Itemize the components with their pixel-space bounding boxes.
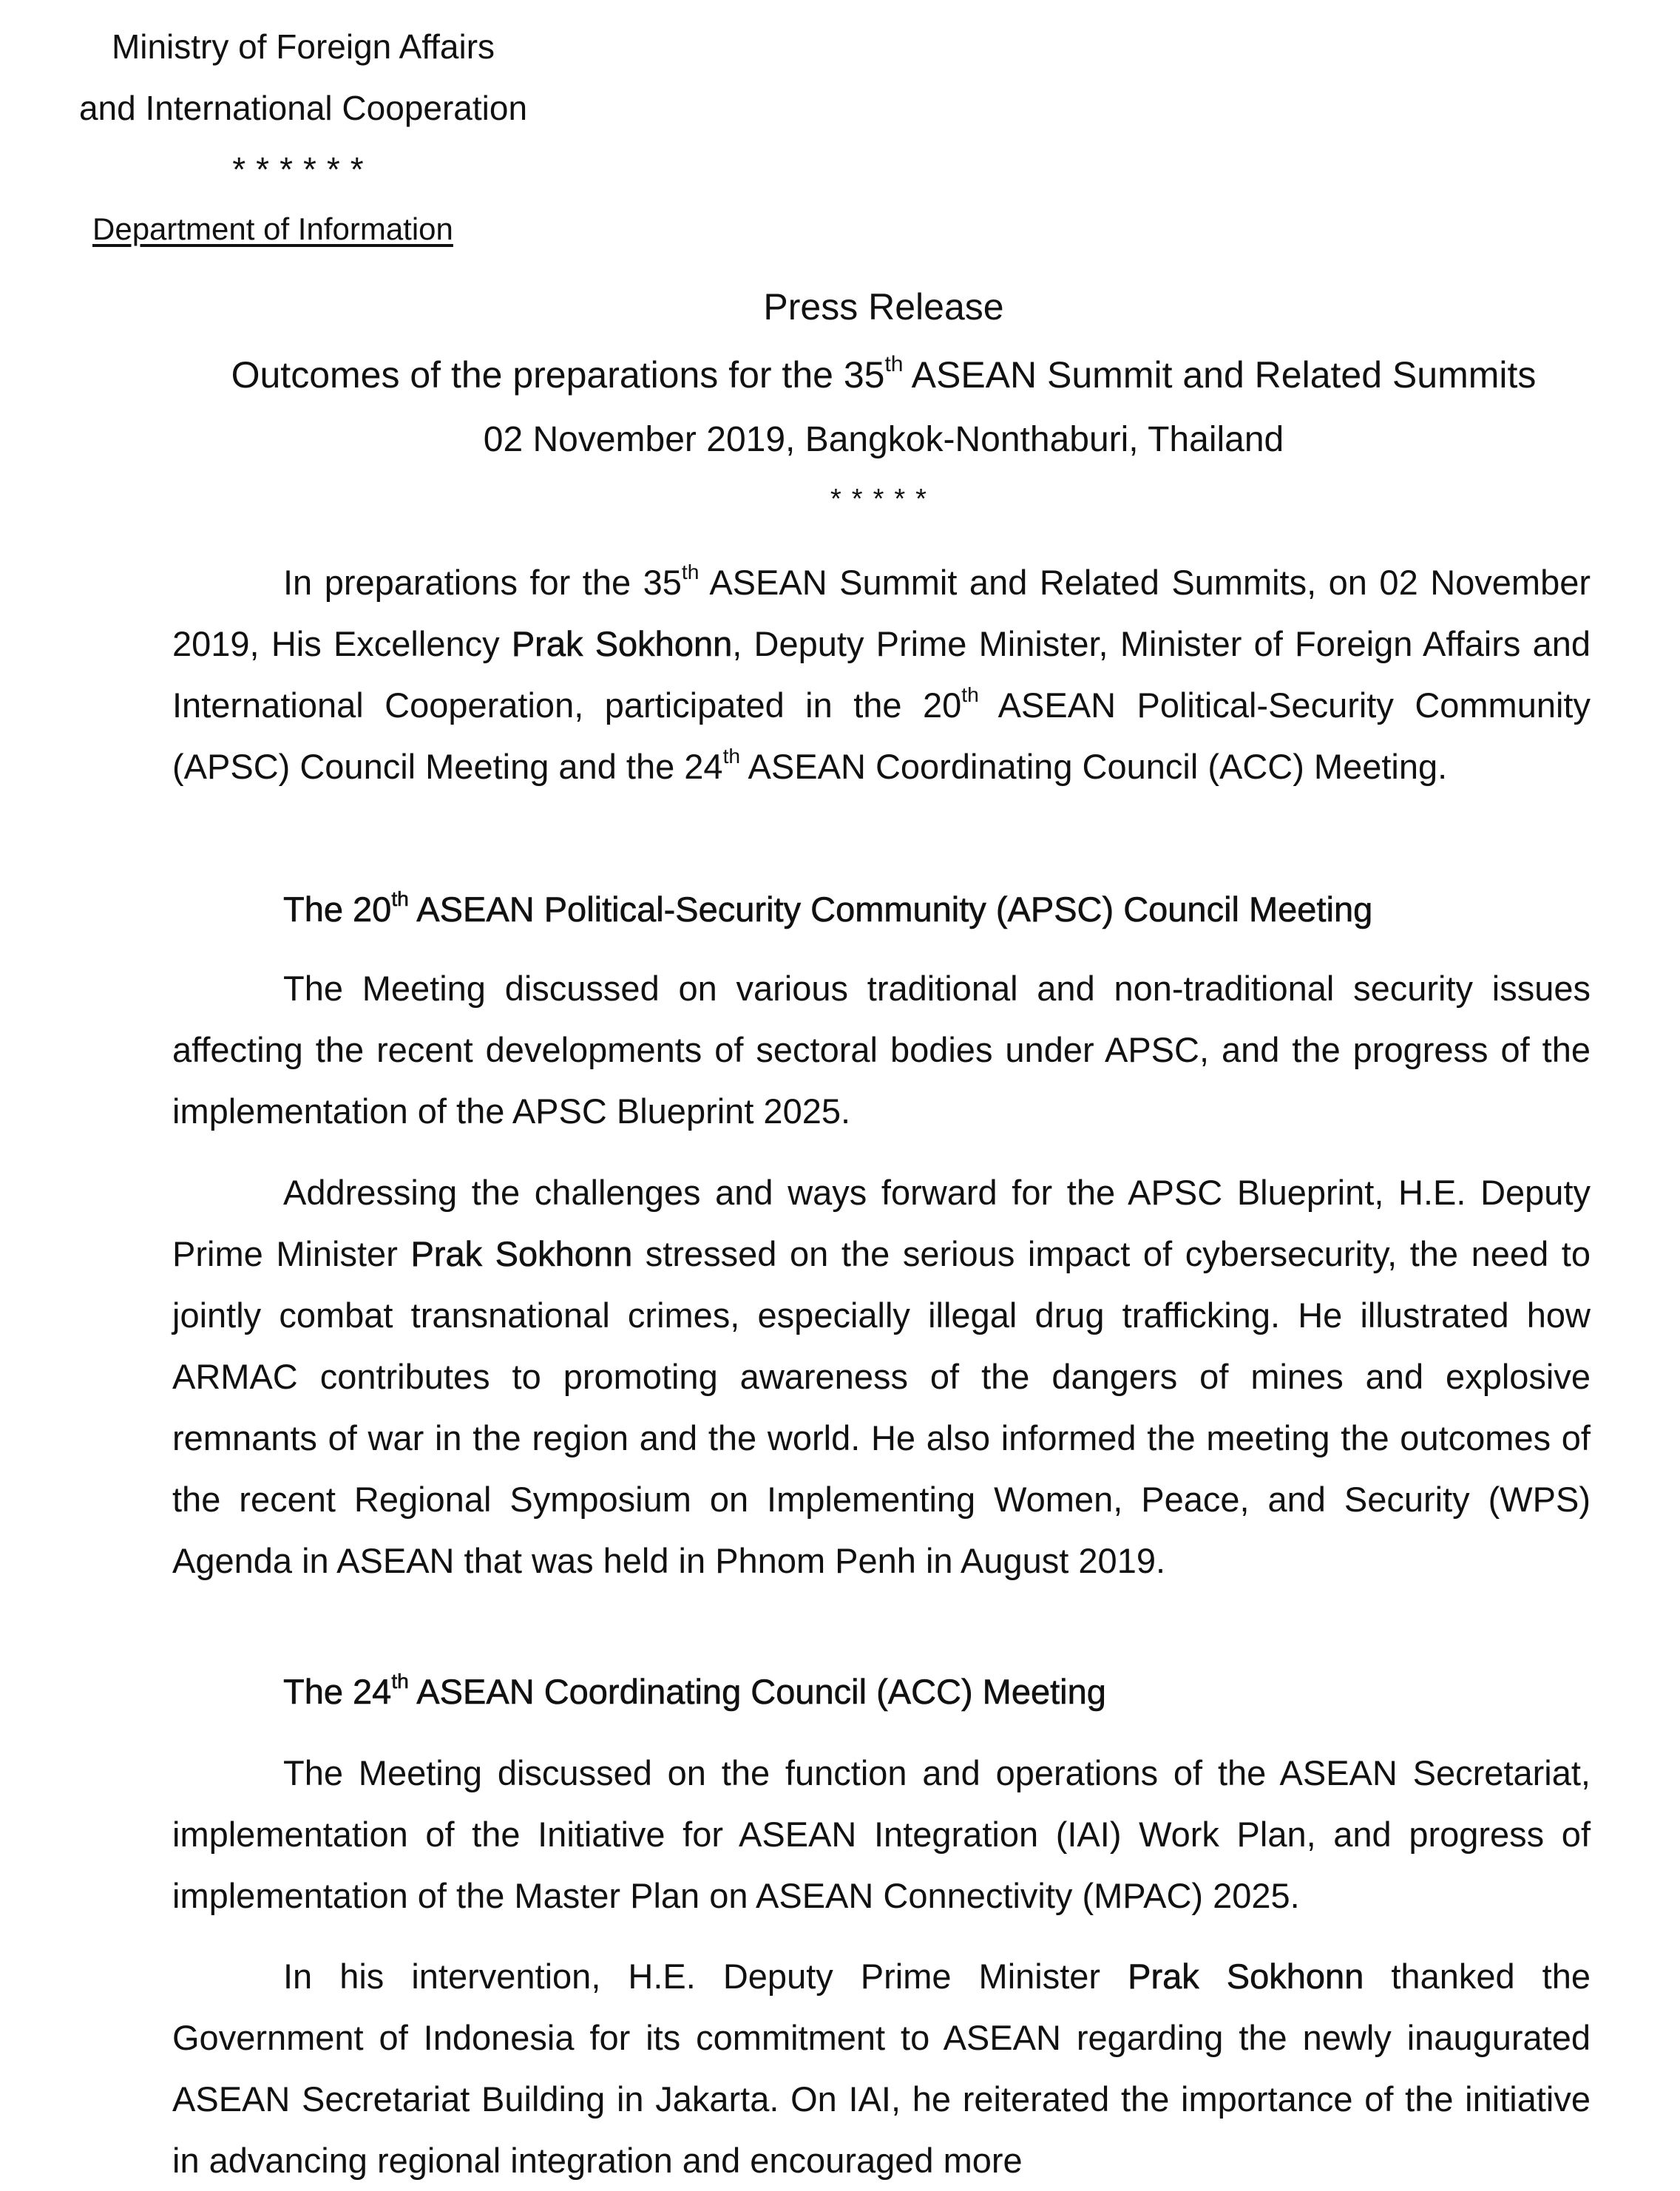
apsc-paragraph-1: The Meeting discussed on various traditional and non-traditional security issues affecting the recent developments of sectoral bodies under APSC, and the progress of the implementation of the APSC Blueprint 2025. — [172, 969, 1591, 1131]
acc-paragraph-2: In his intervention, H.E. Deputy Prime Minister Prak Sokhonn thanked the Government of Indonesia for its commitment to ASEAN regarding the newly inaugurated ASEAN Secretariat Building in Jakarta. On IAI, he reiterated the importance of the initiative in advancing regional integration and encouraged more — [172, 1957, 1591, 2180]
intro-paragraph: In preparations for the 35th ASEAN Summit and Related Summits, on 02 November 2019, His Excellency Prak Sokhonn, Deputy Prime Minister, Minister of Foreign Affairs and International Cooperation, participated in the 20th ASEAN Political-Security Community (APSC) Council Meeting and the 24th ASEAN Coordinating Council (ACC) Meeting. — [172, 560, 1591, 786]
minister-name: Prak Sokhonn — [410, 1234, 633, 1273]
department-name: Department of Information — [92, 211, 453, 246]
minister-name: Prak Sokhonn — [511, 624, 733, 663]
header-stars: ****** — [232, 150, 374, 189]
title-stars: ***** — [830, 484, 937, 515]
date-place: 02 November 2019, Bangkok-Nonthaburi, Thailand — [483, 420, 1284, 459]
acc-paragraph-1: The Meeting discussed on the function and operations of the ASEAN Secretariat, implementation of the Initiative for ASEAN Integration (IAI) Work Plan, and progress of implementation of the Master Plan on ASEAN Connectivity (MPAC) 2025. — [172, 1753, 1591, 1915]
apsc-heading: The 20th ASEAN Political-Security Community (APSC) Council Meeting — [283, 887, 1373, 929]
press-release-subtitle: Outcomes of the preparations for the 35th ASEAN Summit and Related Summits — [231, 351, 1537, 396]
ministry-header — [44, 16, 562, 200]
apsc-paragraph-2: Addressing the challenges and ways forward for the APSC Blueprint, H.E. Deputy Prime Minister Prak Sokhonn stressed on the serious impact of cybersecurity, the need to jointly combat transnational crimes, especially illegal drug trafficking. He illustrated how ARMAC contributes to promoting awareness of the dangers of mines and explosive remnants of war in the region and the world. He also informed the meeting the outcomes of the recent Regional Symposium on Implementing Women, Peace, and Security (WPS) Agenda in ASEAN that was held in Phnom Penh in August 2019. — [172, 1173, 1591, 1580]
press-release-title: Press Release — [763, 286, 1004, 328]
minister-name: Prak Sokhonn — [1128, 1957, 1364, 1996]
acc-heading: The 24th ASEAN Coordinating Council (ACC) Meeting — [283, 1669, 1106, 1711]
ministry-name-line-1: Ministry of Foreign Affairs — [111, 27, 495, 66]
ministry-name-line-2: and International Cooperation — [78, 89, 528, 127]
